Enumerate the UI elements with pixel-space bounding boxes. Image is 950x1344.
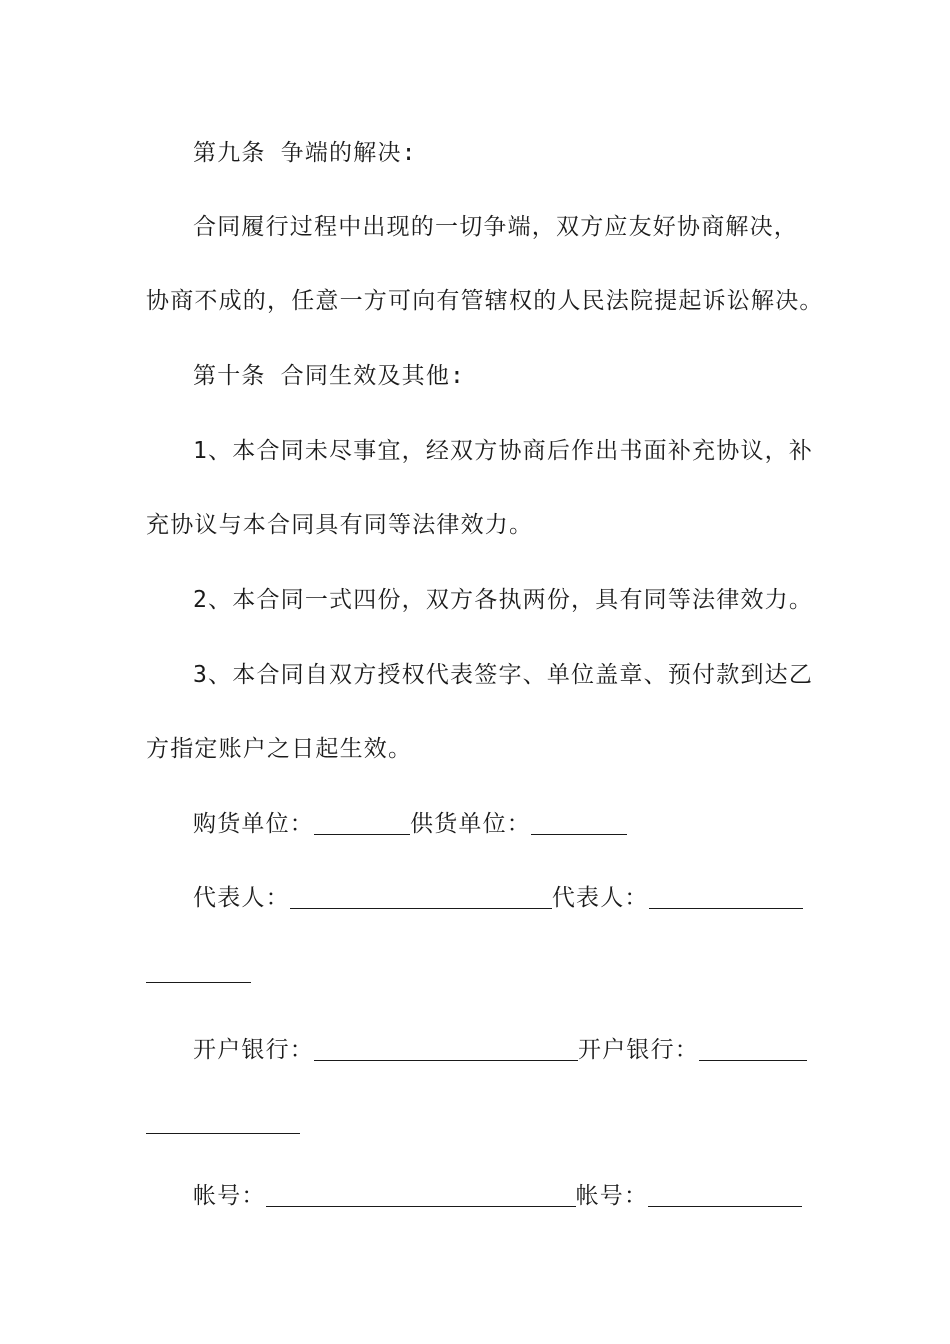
clause-3-line-1: 3、本合同自双方授权代表签字、单位盖章、预付款到达乙 bbox=[193, 662, 814, 688]
buyer-bank-label: 开户银行： bbox=[193, 1037, 314, 1063]
buyer-bank-blank bbox=[314, 1038, 578, 1061]
article-9-paragraph-line-2: 协商不成的，任意一方可向有管辖权的人民法院提起诉讼解决。 bbox=[146, 288, 824, 314]
supplier-rep-label: 代表人： bbox=[551, 885, 649, 911]
unit-row bbox=[193, 809, 627, 839]
buyer-account-label: 帐号： bbox=[193, 1183, 266, 1209]
supplier-account-label: 帐号： bbox=[575, 1183, 649, 1209]
supplier-account-blank bbox=[648, 1184, 802, 1207]
clause-1-line-1: 1、本合同未尽事宜，经双方协商后作出书面补充协议，补 bbox=[193, 438, 814, 464]
supplier-bank-blank bbox=[699, 1038, 807, 1061]
supplier-rep-blank-continued bbox=[146, 981, 251, 983]
buyer-unit-label: 购货单位： bbox=[193, 811, 314, 837]
article-9-paragraph-line-1: 合同履行过程中出现的一切争端，双方应友好协商解决， bbox=[193, 214, 798, 240]
clause-1-line-2: 充协议与本合同具有同等法律效力。 bbox=[146, 512, 534, 538]
representative-row bbox=[193, 883, 803, 913]
article-9-heading: 第九条 争端的解决: bbox=[193, 140, 417, 166]
buyer-rep-label: 代表人： bbox=[193, 885, 290, 911]
account-row bbox=[193, 1181, 802, 1211]
supplier-bank-blank-continued bbox=[146, 1132, 300, 1134]
supplier-unit-blank bbox=[531, 812, 627, 835]
buyer-unit-blank bbox=[314, 812, 410, 835]
buyer-rep-blank bbox=[290, 886, 552, 909]
clause-2-line-1: 2、本合同一式四份，双方各执两份，具有同等法律效力。 bbox=[193, 587, 814, 613]
buyer-account-blank bbox=[266, 1184, 576, 1207]
bank-row bbox=[193, 1035, 807, 1065]
article-10-heading: 第十条 合同生效及其他: bbox=[193, 363, 466, 389]
supplier-rep-blank bbox=[649, 886, 803, 909]
supplier-unit-label: 供货单位： bbox=[410, 811, 531, 837]
supplier-bank-label: 开户银行： bbox=[578, 1037, 699, 1063]
clause-3-line-2: 方指定账户之日起生效。 bbox=[146, 736, 413, 762]
